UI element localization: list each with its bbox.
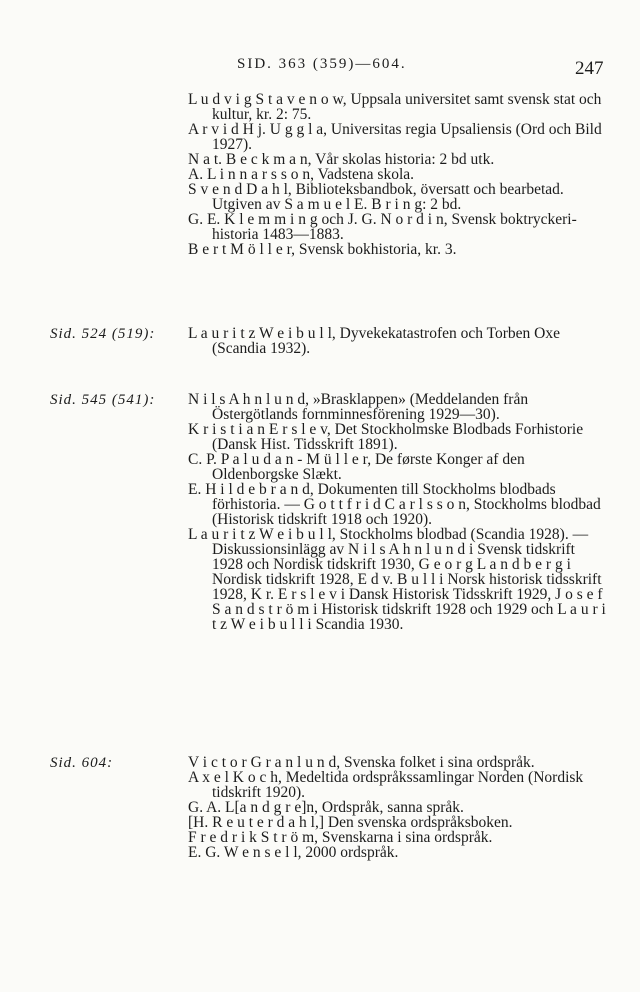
bibliography-entry: L u d v i g S t a v e n o w, Uppsala universitet samt svensk stat och kultur, kr. 2: 75. — [188, 91, 602, 123]
bibliography-entry: A. L i n n a r s s o n, Vadstena skola. — [188, 166, 415, 183]
entry-list — [188, 755, 606, 860]
bibliography-entry: F r e d r i k S t r ö m, Svenskarna i sina ordspråk. — [188, 829, 493, 846]
bibliography-entry: E. H i l d e b r a n d, Dokumenten till Stockholms blodbads förhistoria. — G o t t f r i d C a r l s s o n, Stockholms blodbad (Historisk tidskrift 1918 och 1920). — [188, 481, 601, 528]
bibliography-entry: S v e n d D a h l, Biblioteksbandbok, översatt och bearbetad. Utgiven av S a m u e l E. B r i n g: 2 bd. — [188, 181, 564, 213]
bibliography-entry: G. A. L[a n d g r e]n, Ordspråk, sanna språk. — [188, 799, 464, 816]
entry-list — [188, 392, 606, 632]
bibliography-entry: A x e l K o c h, Medeltida ordspråkssamlingar Norden (Nordisk tidskrift 1920). — [188, 769, 584, 801]
bibliography-entry: [H. R e u t e r d a h l,] Den svenska ordspråksboken. — [188, 814, 513, 831]
section-label: Sid. 604: — [50, 755, 114, 771]
section-label: Sid. 545 (541): — [50, 392, 156, 408]
bibliography-entry: K r i s t i a n E r s l e v, Det Stockholmske Blodbads Forhistorie (Dansk Hist. Tidsskrift 1891). — [188, 421, 584, 453]
bibliography-entry: V i c t o r G r a n l u n d, Svenska folket i sina ordspråk. — [188, 754, 535, 771]
bibliography-entry: A r v i d H j. U g g l a, Universitas regia Upsaliensis (Ord och Bild 1927). — [188, 121, 602, 153]
bibliography-entry: G. E. K l e m m i n g och J. G. N o r d i n, Svensk boktryckeri-historia 1483—1883. — [188, 211, 577, 243]
bibliography-entry: E. G. W e n s e l l, 2000 ordspråk. — [188, 844, 399, 861]
entry-list — [188, 326, 606, 356]
bibliography-entry: C. P. P a l u d a n - M ü l l e r, De første Konger af den Oldenborgske Slækt. — [188, 451, 525, 483]
bibliography-entry: B e r t M ö l l e r, Svensk bokhistoria, kr. 3. — [188, 241, 457, 258]
bibliography-entry: N i l s A h n l u n d, »Brasklappen» (Meddelanden från Östergötlands fornminnesförening 1929—30). — [188, 391, 529, 423]
page-number: 247 — [575, 58, 604, 79]
header-reference: SID. 363 (359)—604. — [237, 56, 407, 72]
section-label: Sid. 524 (519): — [50, 326, 156, 342]
bibliography-entry: N a t. B e c k m a n, Vår skolas historia: 2 bd utk. — [188, 151, 495, 168]
bibliography-entry: L a u r i t z W e i b u l l, Stockholms blodbad (Scandia 1928). — Diskussionsinlägg av N i l s A h n l u n d i Svensk tidskrift 1928 och Nordisk tidskrift 1930, G e o r g L a n d b e r g i Nordisk tidskrift 1928, E d v. B u l l i Norsk historisk tidsskrift 1928, K r. E r s l e v i Dansk Historisk Tidsskrift 1929, J o s e f S a n d s t r ö m i Historisk tidskrift 1928 och 1929 och L a u r i t z W e i b u l l i Scandia 1930. — [188, 526, 606, 633]
running-header — [0, 52, 640, 82]
bibliography-entry: L a u r i t z W e i b u l l, Dyvekekatastrofen och Torben Oxe (Scandia 1932). — [188, 325, 560, 357]
entry-list — [188, 92, 606, 257]
